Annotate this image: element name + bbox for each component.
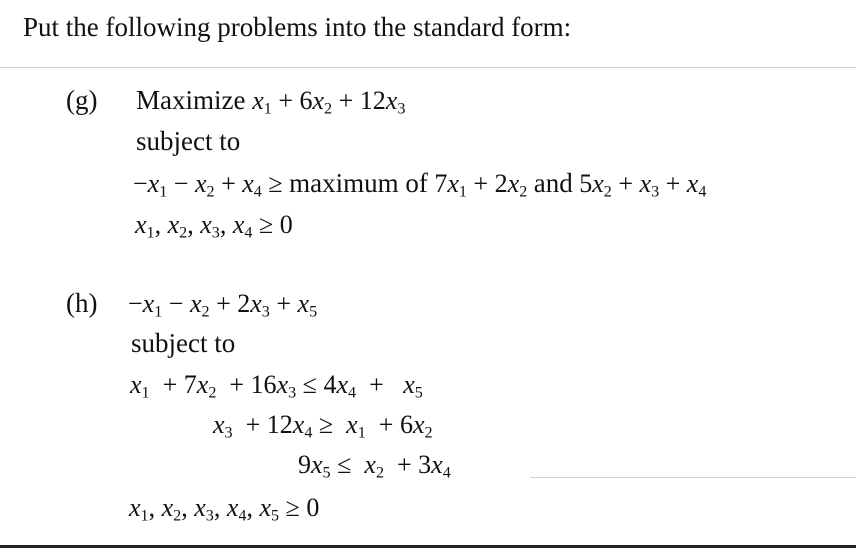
problem-h-nonnegativity: $x_1$, $x_2$, $x_3$, $x_4$, $x_5 \ge 0$ xyxy=(129,493,320,525)
page-heading: Put the following problems into the standard form: xyxy=(23,12,572,42)
problem-h-constraint-3: $9x_5 \le x_2 + 3x_4$ xyxy=(298,450,451,482)
problem-h-subject-to: subject to xyxy=(131,328,236,358)
problem-h-label: (h) xyxy=(66,288,98,318)
problem-h-constraint-1: $x_1 + 7x_2 + 16x_3 \le 4x_4 + x_5$ xyxy=(130,370,423,402)
objective-expression: $x_1 + 6x_2 + 12x_3$ xyxy=(252,86,406,118)
objective-keyword: Maximize xyxy=(136,85,246,115)
problem-g-subject-to: subject to xyxy=(136,126,241,156)
maximum-of-text: maximum of xyxy=(289,168,428,198)
faint-divider xyxy=(530,477,856,478)
problem-g-objective xyxy=(136,85,405,116)
and-text: and xyxy=(533,168,573,198)
problem-g-constraint-1: $-x_1 - x_2 + x_4$ ≥ maximum of $7x_1 + 2x_2$ and $5x_2 + x_3 + x_4$ xyxy=(133,168,707,201)
problem-h-objective: $-x_1 - x_2 + 2x_3 + x_5$ xyxy=(128,289,318,321)
bottom-border xyxy=(0,545,856,548)
top-divider xyxy=(0,67,856,68)
problem-g-label: (g) xyxy=(66,85,98,115)
problem-h-constraint-2: $x_3 + 12x_4 \ge x_1 + 6x_2$ xyxy=(213,410,433,442)
problem-g-nonnegativity: $x_1$, $x_2$, $x_3$, $x_4 \ge 0$ xyxy=(135,210,293,242)
